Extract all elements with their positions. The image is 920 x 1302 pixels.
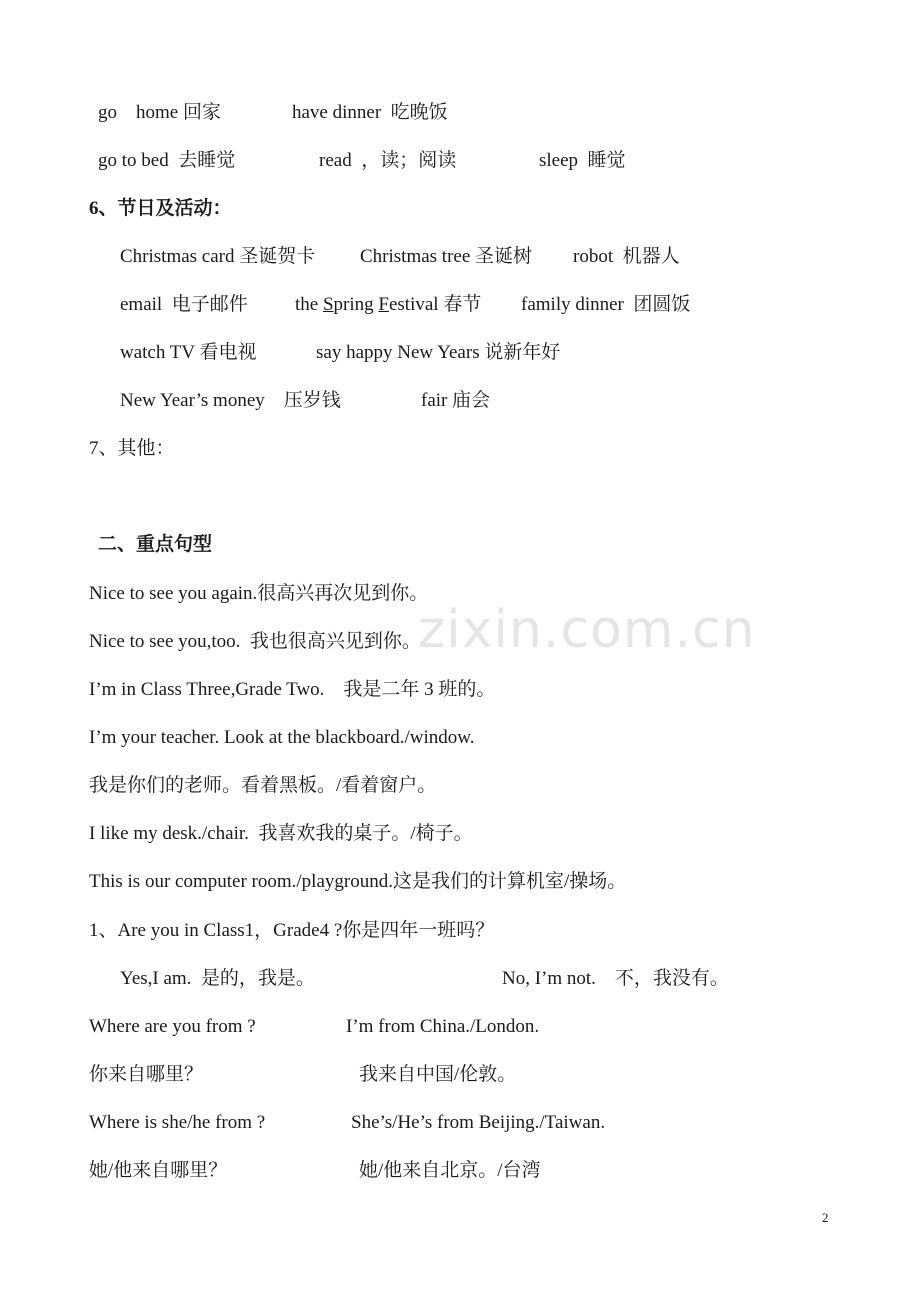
- vocab-christmas-card: Christmas card 圣诞贺卡: [120, 246, 316, 267]
- sentence-line: 我是你们的老师。看着黑板。/看着窗户。: [89, 775, 437, 796]
- sentence-line: Nice to see you,too. 我也很高兴见到你。: [89, 631, 421, 652]
- vocab-new-years-money: New Year’s money 压岁钱: [120, 390, 341, 411]
- she-from-question: Where is she/he from ?: [89, 1112, 266, 1133]
- where-from-answer-cn: 我来自中国/伦敦。: [359, 1064, 517, 1085]
- she-from-answer: She’s/He’s from Beijing./Taiwan.: [351, 1112, 606, 1133]
- vocab-family-dinner: family dinner 团圆饭: [521, 294, 691, 315]
- answer-no: No, I’m not. 不，我没有。: [502, 968, 729, 989]
- she-from-question-cn: 她/他来自哪里？: [89, 1160, 228, 1181]
- vocab-robot: robot 机器人: [573, 246, 680, 267]
- vocab-say-happy-new-years: say happy New Years 说新年好: [316, 342, 561, 363]
- where-from-question-cn: 你来自哪里？: [89, 1064, 204, 1085]
- sentence-line: I’m your teacher. Look at the blackboard./window.: [89, 727, 475, 748]
- where-from-question: Where are you from ?: [89, 1016, 256, 1037]
- vocab-go-home: go home 回家: [98, 102, 221, 123]
- vocab-go-to-bed: go to bed 去睡觉: [98, 150, 236, 171]
- vocab-watch-tv: watch TV 看电视: [120, 342, 257, 363]
- watermark: zixin.com.cn: [418, 600, 756, 660]
- vocab-christmas-tree: Christmas tree 圣诞树: [360, 246, 533, 267]
- vocab-read: read ，读；阅读: [319, 150, 457, 171]
- where-from-answer: I’m from China./London.: [346, 1016, 540, 1037]
- part-2-heading: 二、重点句型: [98, 534, 213, 555]
- sentence-line: I’m in Class Three,Grade Two. 我是二年 3 班的。: [89, 679, 496, 700]
- sentence-line: This is our computer room./playground.这是我们的计算机室/操场。: [89, 871, 627, 892]
- vocab-email: email 电子邮件: [120, 294, 248, 315]
- vocab-spring-festival: the Spring Festival 春节: [295, 294, 482, 315]
- page-number: 2: [822, 1210, 829, 1225]
- sentence-line: Nice to see you again.很高兴再次见到你。: [89, 583, 429, 604]
- vocab-sleep: sleep 睡觉: [539, 150, 626, 171]
- section-7-heading: 7、其他：: [89, 438, 175, 459]
- section-6-heading: 6、节日及活动：: [89, 198, 232, 219]
- sentence-line: I like my desk./chair. 我喜欢我的桌子。/椅子。: [89, 823, 473, 844]
- vocab-fair: fair 庙会: [421, 390, 491, 411]
- question-1: 1、Are you in Class1，Grade4 ?你是四年一班吗？: [89, 920, 495, 941]
- vocab-have-dinner: have dinner 吃晚饭: [292, 102, 448, 123]
- she-from-answer-cn: 她/他来自北京。/台湾: [359, 1160, 541, 1181]
- answer-yes: Yes,I am. 是的，我是。: [120, 968, 315, 989]
